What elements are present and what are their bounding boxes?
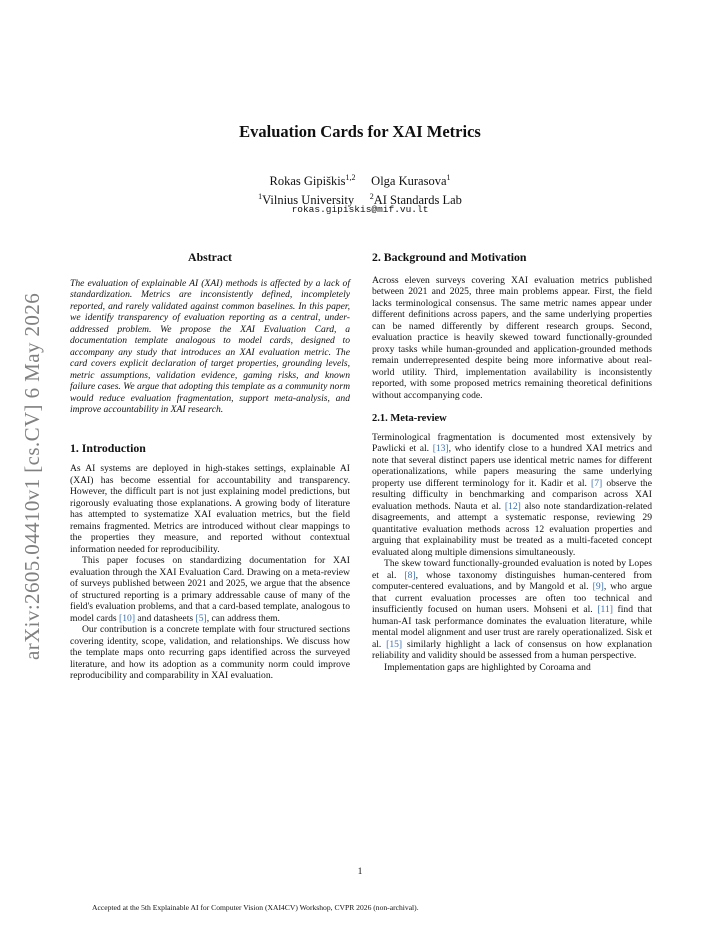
text-run: , can address them. xyxy=(206,612,280,624)
citation-link[interactable]: [8] xyxy=(404,569,416,581)
author-name: Olga Kurasova xyxy=(371,174,447,189)
citation-link[interactable]: [9] xyxy=(592,581,604,592)
introduction-heading: 1. Introduction xyxy=(70,440,146,455)
left-column xyxy=(70,252,350,682)
author-block xyxy=(0,170,720,208)
text-run: Terminological fragmentation is documented most extensively by Pawlicki et al. xyxy=(372,431,652,454)
meta-review-heading: 2.1. Meta-review xyxy=(372,413,447,424)
text-run: and datasheets xyxy=(135,612,196,624)
background-heading: 2. Background and Motivation xyxy=(372,250,527,264)
affiliation-mark: 2 xyxy=(369,192,374,202)
affiliation: AI Standards Lab xyxy=(373,193,462,208)
author-name: Rokas Gipiškis xyxy=(269,174,346,189)
meta-review-paragraph-3: Implementation gaps are highlighted by Coroama and xyxy=(384,661,591,673)
right-column xyxy=(372,252,652,673)
text-run: , who identify close to a hundred XAI metrics and note that several distinct papers use identical metric names for different operationalizations, while papers measuring the same underlying property use different terminology for it. Kadir et al. xyxy=(372,443,653,489)
meta-review-paragraph-1 xyxy=(372,432,652,559)
text-run: , who argue that current evaluation processes are often too technical and insufficiently focused on human users. Mohseni et al. xyxy=(372,581,652,615)
footer-note: Accepted at the 5th Explainable AI for Computer Vision (XAI4CV) Workshop, CVPR 2026 (non-archival). xyxy=(92,903,419,912)
citation-link[interactable]: [10] xyxy=(119,612,136,624)
arxiv-identifier[interactable]: arXiv:2605.04410v1 [cs.CV] 6 May 2026 xyxy=(20,292,44,660)
text-run: find that human-AI task performance dominates the evaluation literature, while mental model alignment and user trust are rarely operationalized. Sisk et al. xyxy=(372,604,653,650)
intro-paragraph-3: Our contribution is a concrete template with four structured sections covering identity, scope, validation, and relationships. We discuss how the template maps onto recurring gaps identified across the surveyed literature, and how its adoption as a community norm could improve reproducibility and comparability in XAI evaluation. xyxy=(70,624,350,681)
citation-link[interactable]: [15] xyxy=(386,638,403,650)
arxiv-stamp xyxy=(12,292,52,660)
abstract-text: The evaluation of explainable AI (XAI) methods is affected by a lack of standardization. Metrics are inconsistently defined, incompletely reported, and rarely validated against common baselines. In this paper, we identify transparency of evaluation reporting as a central, under-addressed problem. We propose the XAI Evaluation Card, a documentation template analogous to model cards, designed to accompany any study that introduces an XAI evaluation metric. The card covers explicit declaration of target properties, grounding levels, metric assumptions, validation evidence, gaming risks, and known failure cases. We argue that adopting this template as a community norm would reduce evaluation fragmentation, support meta-analysis, and improve accountability in XAI research. xyxy=(70,277,350,415)
author-line xyxy=(0,170,720,189)
text-run: observe the resulting difficulty in benchmarking and comparison across XAI evaluation methods. Nauta et al. xyxy=(372,477,652,512)
intro-paragraph-2 xyxy=(70,555,350,624)
affiliation-mark: 1 xyxy=(258,192,263,202)
text-run: The skew toward functionally-grounded evaluation is noted by Lopes et al. xyxy=(372,558,652,581)
paper-title: Evaluation Cards for XAI Metrics xyxy=(239,122,481,141)
citation-link[interactable]: [5] xyxy=(195,612,207,624)
citation-link[interactable]: [12] xyxy=(504,500,521,512)
abstract-heading: Abstract xyxy=(188,250,232,264)
citation-link[interactable]: [7] xyxy=(591,477,603,489)
affiliation: Vilnius University xyxy=(262,193,355,208)
text-run: , whose taxonomy distinguishes human-centered from computer-centered evaluations, and by Mangold et al. xyxy=(372,569,653,592)
page-number: 1 xyxy=(357,866,363,877)
citation-link[interactable]: [13] xyxy=(432,443,449,454)
text-run: also note standardization-related disagreements, and attempt a systematic response, reviewing 29 quantitative evaluation methods across 12 evaluation properties and arguing that explainability must be treated as a multi-faceted concept evaluated along multiple dimensions simultaneously. xyxy=(372,500,652,558)
affiliation-mark: 1,2 xyxy=(345,173,356,182)
author-email[interactable]: rokas.gipiskis@mif.vu.lt xyxy=(291,204,429,215)
text-run: This paper focuses on standardizing documentation for XAI evaluation through the XAI Evaluation Card. Drawing on a meta-review of surveys published between 2021 and 2025, we argue that the absence of structured reporting is a primary addressable cause of many of the field's evaluation problems, and that a card-based template, analogous to model cards xyxy=(70,555,350,624)
meta-review-paragraph-2 xyxy=(372,558,652,662)
text-run: similarly highlight a lack of consensus on how explanation reliability and validity should be assessed from a human perspective. xyxy=(372,638,652,661)
citation-link[interactable]: [11] xyxy=(597,604,613,615)
affiliation-mark: 1 xyxy=(446,173,451,182)
intro-paragraph-1: As AI systems are deployed in high-stakes settings, explainable AI (XAI) has become essential for accountability and transparency. However, the difficult part is not just explaining model predictions, but rigorously evaluating those explanations. A growing body of literature has attempted to systematize XAI evaluation metrics, but the field remains fragmented. Metrics are introduced without clear mappings to the properties they measure, and reported without contextual information needed for reproducibility. xyxy=(70,463,350,555)
background-paragraph: Across eleven surveys covering XAI evaluation metrics published between 2021 and 2025, three main problems appear. First, the field lacks terminological consensus. The same metric names appear under different definitions across papers, and the same underlying properties can be named differently by different research groups. Second, evaluation practice is heavily skewed toward functionally-grounded proxy tasks while human-grounded and application-grounded methods remain underrepresented despite being more informative about real-world utility. Third, implementation availability is inconsistently reported, with some proposed metrics remaining theoretical definitions without accompanying code. xyxy=(372,274,652,401)
